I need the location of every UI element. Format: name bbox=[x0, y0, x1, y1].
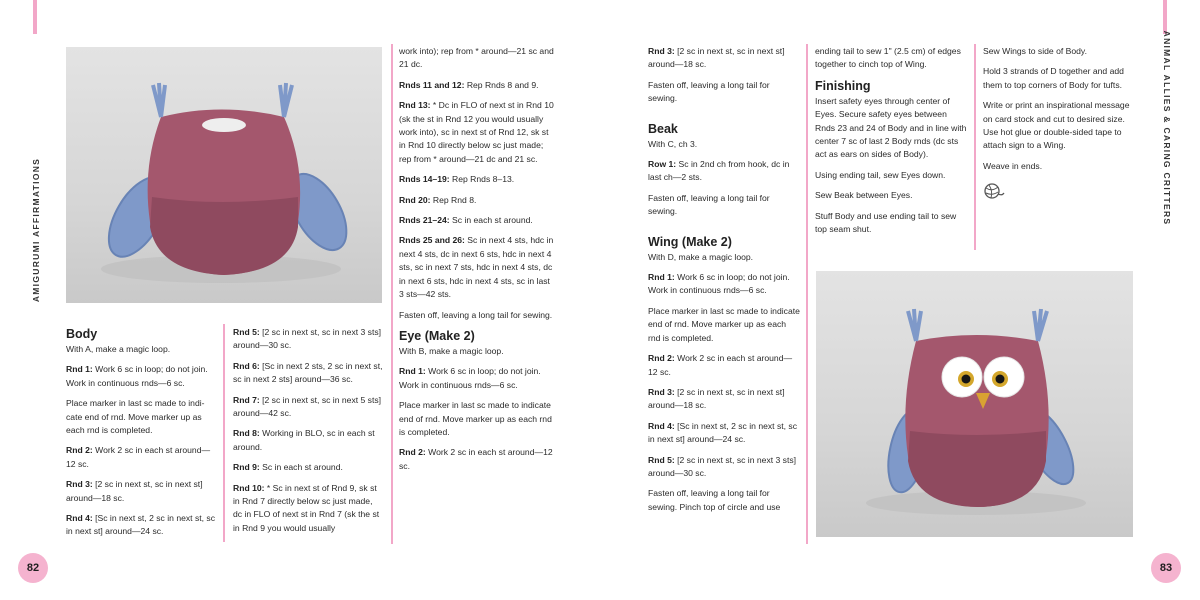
instruction-para: Rnd 3: [2 sc in next st, sc in next st] around—18 sc. bbox=[648, 46, 785, 70]
instruction-para: Fasten off, leaving a long tail for sewing. bbox=[648, 192, 770, 217]
owl-body-illustration bbox=[66, 47, 382, 303]
instruction-para: Weave in ends. bbox=[983, 160, 1043, 171]
right-column-2 bbox=[815, 45, 967, 243]
instruction-para: Place marker in last sc made to indicate end of rnd. Move marker up as each rnd is completed. bbox=[648, 305, 800, 343]
column-divider bbox=[223, 324, 225, 542]
instruction-para: Rnd 6: [Sc in next 2 sts, 2 sc in next st, sc in next 2 sts] around—36 sc. bbox=[233, 360, 383, 385]
instruction-para: work into); rep from * around—21 sc and 21 dc. bbox=[399, 46, 554, 70]
instruction-para: Rnd 5: [2 sc in next st, sc in next 3 sts] around—30 sc. bbox=[233, 327, 382, 351]
instruction-para: Rnd 7: [2 sc in next st, sc in next 5 sts] around—42 sc. bbox=[233, 394, 382, 419]
instruction-para: With C, ch 3. bbox=[648, 138, 698, 149]
instruction-para: Rnd 8: Working in BLO, sc in each st around. bbox=[233, 428, 375, 452]
instruction-para: Rnd 20: Rep Rnd 8. bbox=[399, 194, 477, 205]
instruction-para: ending tail to sew 1" (2.5 cm) of edges together to cinch top of Wing. bbox=[815, 46, 961, 70]
left-column-1 bbox=[66, 321, 216, 546]
instruction-para: Rnd 4: [Sc in next st, 2 sc in next st, sc in next st] around—24 sc. bbox=[648, 420, 798, 445]
instruction-para: Row 1: Sc in 2nd ch from hook, dc in last ch—2 sts. bbox=[648, 159, 790, 183]
column-divider bbox=[974, 44, 976, 250]
top-accent-left bbox=[33, 0, 37, 34]
left-column-3 bbox=[399, 45, 555, 480]
running-head-right: ANIMAL ALLIES & CARING CRITTERS bbox=[1162, 30, 1172, 226]
instruction-para: Rnd 1: Work 6 sc in loop; do not join. Work in continuous rnds—6 sc. bbox=[399, 366, 541, 390]
instruction-para: Rnds 25 and 26: Sc in next 4 sts, hdc in next 4 sts, dc in next 6 sts, hdc in next 4 sts, sc in next 7 sts, hdc in next 4 sts, dc in next 6 sts, hdc in next 4 sts, sc in last 3 sts—42 sts. bbox=[399, 235, 554, 300]
instruction-para: Fasten off, leaving a long tail for sewing. bbox=[399, 309, 553, 320]
page-number-left: 82 bbox=[18, 553, 48, 583]
yarn-ball-icon bbox=[983, 182, 1005, 204]
instruction-para: Rnd 5: [2 sc in next st, sc in next 3 sts] around—30 sc. bbox=[648, 454, 797, 478]
section-heading-wing: Wing (Make 2) bbox=[648, 234, 732, 249]
instruction-para: Rnd 1: Work 6 sc in loop; do not join. Work in continuous rnds—6 sc. bbox=[648, 272, 790, 296]
instruction-para: Place marker in last sc made to indicate end of rnd. Move marker up as each rnd is completed. bbox=[66, 398, 205, 436]
instruction-para: Rnds 14–19: Rep Rnds 8–13. bbox=[399, 174, 515, 185]
instruction-para: Rnds 11 and 12: Rep Rnds 8 and 9. bbox=[399, 79, 539, 90]
left-column-2 bbox=[233, 326, 383, 542]
instruction-para: Sew Wings to side of Body. bbox=[983, 46, 1087, 56]
section-heading-eye: Eye (Make 2) bbox=[399, 328, 475, 343]
instruction-para: Hold 3 strands of D together and add them to top corners of Body for tufts. bbox=[983, 66, 1124, 90]
instruction-para: Rnds 21–24: Sc in each st around. bbox=[399, 215, 533, 226]
top-accent-right bbox=[1163, 0, 1167, 34]
instruction-para: Rnd 3: [2 sc in next st, sc in next st] around—18 sc. bbox=[648, 386, 785, 411]
instruction-para: Fasten off, leaving a long tail for sewing. Pinch top of circle and use bbox=[648, 488, 781, 512]
instruction-para: Place marker in last sc made to indicate end of rnd. Move marker up as each rnd is completed. bbox=[399, 400, 552, 437]
instruction-para: Write or print an inspirational message on card stock and cut to desired size. Use hot glue or double-sided tape to attach sign to a Wing. bbox=[983, 100, 1130, 151]
column-divider bbox=[806, 44, 808, 544]
instruction-para: Insert safety eyes through center of Eyes. Secure safety eyes between Rnds 23 and 24 of Body and in line with center 7 sc of last 2 Body rnds (dc sts act as ears on sides of Body). bbox=[815, 95, 967, 160]
instruction-para: Rnd 9: Sc in each st around. bbox=[233, 462, 343, 473]
right-column-3 bbox=[983, 45, 1135, 205]
finished-owl-photo bbox=[816, 271, 1133, 537]
instruction-para: With D, make a magic loop. bbox=[648, 251, 754, 262]
instruction-para: Rnd 2: Work 2 sc in each st around—12 sc. bbox=[399, 447, 553, 471]
owl-body-photo bbox=[66, 47, 382, 303]
right-column-1 bbox=[648, 45, 800, 521]
instruction-para: With B, make a magic loop. bbox=[399, 345, 504, 356]
instruction-para: Rnd 2: Work 2 sc in each st around—12 sc. bbox=[648, 353, 793, 377]
instruction-para: Rnd 13: * Dc in FLO of next st in Rnd 10 (sk the st in Rnd 12 you would usually work into), sc in next st of Rnd 12, sk st in Rnd 10 directly below sc just made; rep from * around—21 dc and 21 sc. bbox=[399, 100, 554, 164]
section-heading-beak: Beak bbox=[648, 121, 678, 136]
instruction-para: Rnd 2: Work 2 sc in each st around—12 sc. bbox=[66, 445, 211, 469]
instruction-para: With A, make a magic loop. bbox=[66, 344, 171, 354]
owl-finished-illustration bbox=[816, 271, 1133, 537]
section-heading-body: Body bbox=[66, 327, 98, 341]
instruction-para: Fasten off, leaving a long tail for sewing. bbox=[648, 79, 770, 104]
instruction-para: Rnd 3: [2 sc in next st, sc in next st] around—18 sc. bbox=[66, 479, 203, 503]
instruction-para: Rnd 4: [Sc in next st, 2 sc in next st, sc in next st] around—24 sc. bbox=[66, 513, 216, 537]
instruction-para: Rnd 10: * Sc in next st of Rnd 9, sk st in Rnd 7 directly below sc just made, dc in FLO of next st in Rnd 7 (sk the st in Rnd 9 you would usually bbox=[233, 482, 380, 533]
section-heading-finishing: Finishing bbox=[815, 78, 871, 93]
page-number-right: 83 bbox=[1151, 553, 1181, 583]
running-head-left: AMIGURUMI AFFIRMATIONS bbox=[31, 157, 41, 303]
instruction-para: Rnd 1: Work 6 sc in loop; do not join. Work in continuous rnds—6 sc. bbox=[66, 364, 208, 388]
instruction-para: Sew Beak between Eyes. bbox=[815, 190, 913, 201]
column-divider bbox=[391, 44, 393, 544]
instruction-para: Stuff Body and use ending tail to sew top seam shut. bbox=[815, 210, 957, 235]
instruction-para: Using ending tail, sew Eyes down. bbox=[815, 169, 946, 180]
